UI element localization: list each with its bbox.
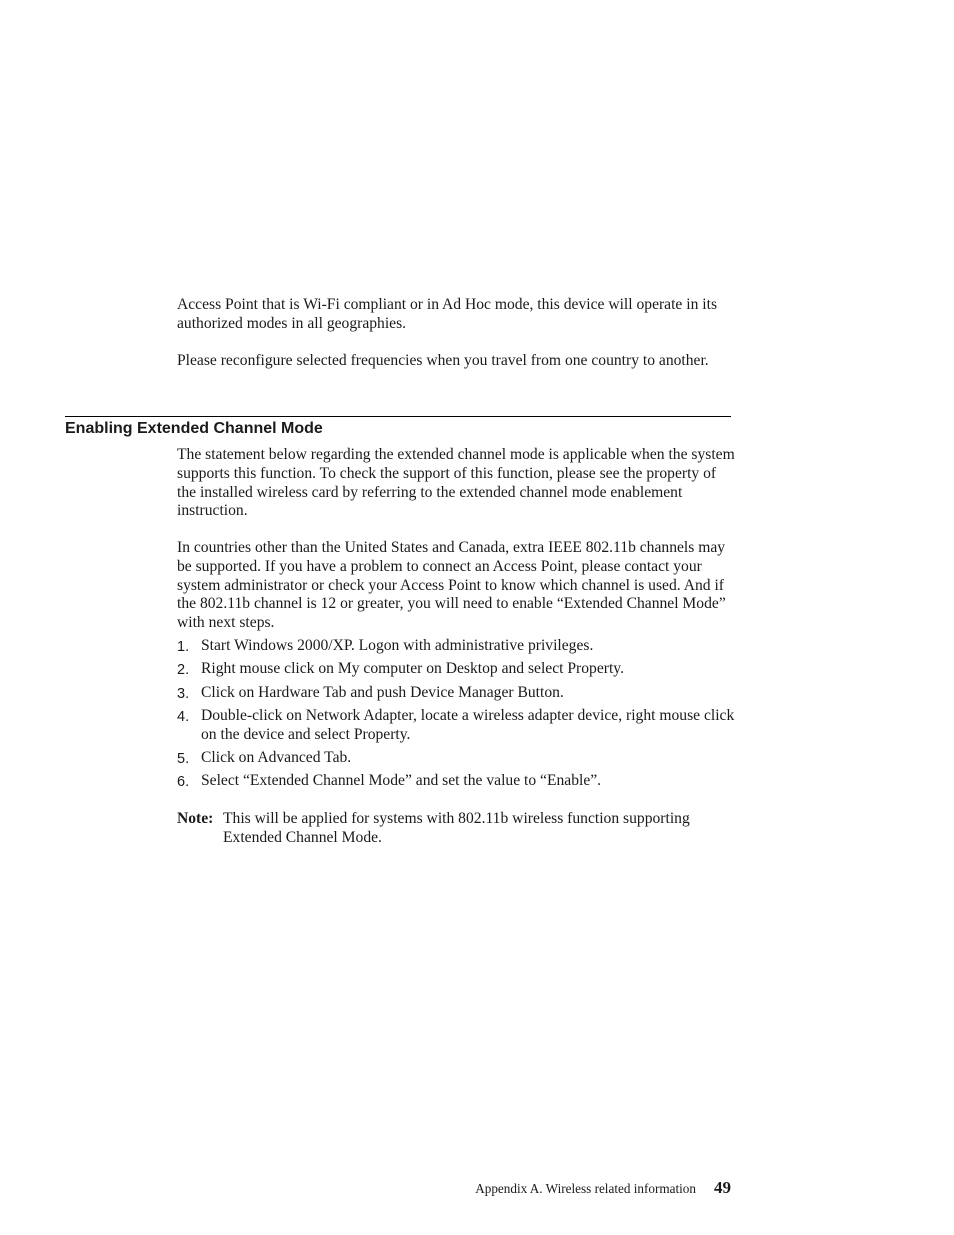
step-text: Click on Advanced Tab. <box>201 748 352 766</box>
intro-paragraph-1: Access Point that is Wi-Fi compliant or in Ad Hoc mode, this device will operate in its authorized modes in all geographies. <box>177 296 718 332</box>
page-number: 49 <box>714 1178 731 1197</box>
step-number: 1. <box>177 639 190 655</box>
section-heading: Enabling Extended Channel Mode <box>65 420 323 437</box>
step-item <box>177 660 737 679</box>
step-number: 3. <box>177 685 190 702</box>
note-label: Note: <box>177 810 214 827</box>
steps-list <box>177 637 737 796</box>
step-number: 6. <box>177 774 190 791</box>
step-item <box>177 707 737 745</box>
step-text: Select “Extended Channel Mode” and set the value to “Enable”. <box>201 772 602 790</box>
section-paragraph-2: In countries other than the United States and Canada, extra IEEE 802.11b channels may be supported. If you have a problem to connect an Access Point, please contact your system administrator or check your Access Point to know which channel is used. And if the 802.11b channel is 12 or greater, you will need to enable “Extended Channel Mode” with next steps. <box>177 539 726 632</box>
footer-chapter-title: Appendix A. Wireless related information <box>475 1181 696 1196</box>
step-item <box>177 772 737 791</box>
step-number: 4. <box>177 708 190 725</box>
step-text: Click on Hardware Tab and push Device Manager Button. <box>201 683 564 701</box>
note-block <box>177 810 737 848</box>
step-text: Start Windows 2000/XP. Logon with administrative privileges. <box>201 637 594 654</box>
step-item <box>177 637 737 656</box>
step-text: Double-click on Network Adapter, locate a wireless adapter device, right mouse click on the device and select Property. <box>201 706 735 743</box>
section-paragraph-1: The statement below regarding the extended channel mode is applicable when the system supports this function. To check the support of this function, please see the property of the installed wireless card by referring to the extended channel mode enablement instruction. <box>177 446 735 520</box>
note-text: This will be applied for systems with 802.11b wireless function supporting Extended Channel Mode. <box>223 810 690 846</box>
page-footer <box>475 1178 731 1199</box>
section-divider <box>65 416 731 417</box>
step-number: 5. <box>177 750 190 767</box>
step-item <box>177 684 737 703</box>
step-item <box>177 749 737 768</box>
step-text: Right mouse click on My computer on Desktop and select Property. <box>201 660 624 678</box>
intro-paragraph-2: Please reconfigure selected frequencies when you travel from one country to another. <box>177 352 709 369</box>
step-number: 2. <box>177 662 190 679</box>
